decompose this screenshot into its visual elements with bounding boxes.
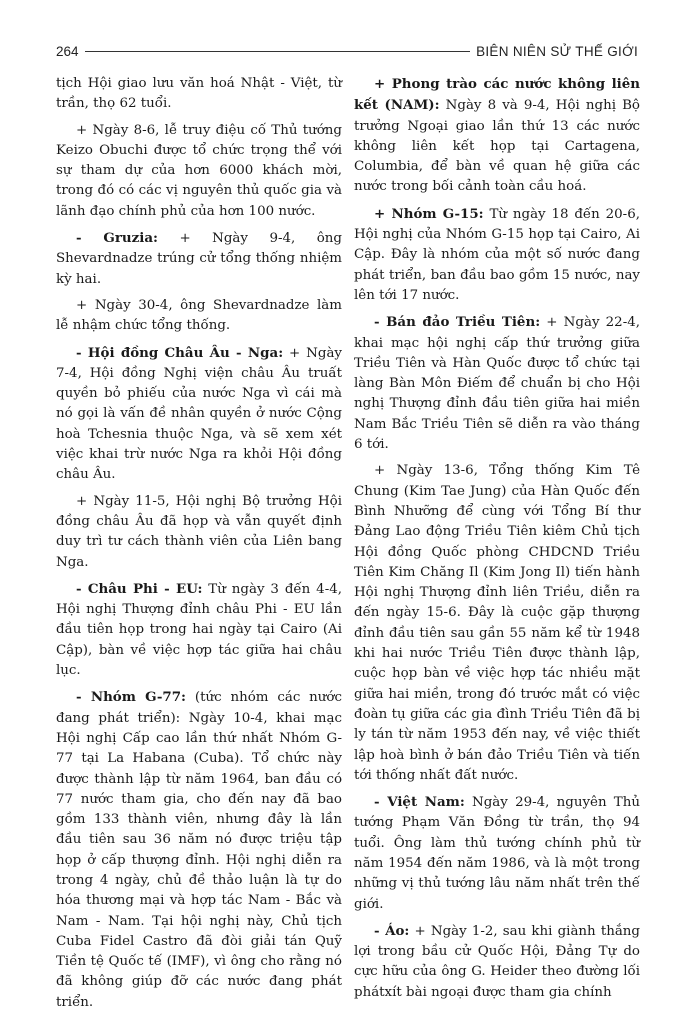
paragraph-text: (tức nhóm các nước đang phát triển): Ngày 10-4, khai mạc Hội nghị Cấp cao lần thứ nhất Nhóm G-77 tại La Habana (Cuba). Tổ chức này được thành lập từ năm 1964, ban đầu có 77 nước tham gia, cho đến nay đã bao gồm 133 thành viên, nhưng đây là lần đầu tiên sau 36 năm nó được triệu tập họp ở cấp thượng đỉnh. Hội nghị diễn ra trong 4 ngày, chủ đề thảo luận là tự do hóa thương mại và hợp tác Nam - Bắc và Nam - Nam. Tại hội nghị này, Chủ tịch Cuba Fidel Castro đã đòi giải tán Quỹ Tiền tệ Quốc tế (IMF), vì ông cho rằng nó đã không giúp đỡ các nước đang phát triển. bbox=[56, 690, 342, 1010]
paragraph bbox=[56, 228, 342, 290]
header-rule bbox=[85, 51, 471, 52]
paragraph bbox=[354, 204, 640, 306]
paragraph bbox=[56, 121, 342, 222]
paragraph-heading: - Nhóm G-77: bbox=[76, 689, 186, 706]
paragraph-text: + Ngày 30-4, ông Shevardnadze làm lễ nhậm chức tổng thống. bbox=[56, 297, 342, 334]
paragraph-text: Từ ngày 3 đến 4-4, Hội nghị Thượng đỉnh châu Phi - EU lần đầu tiên họp trong hai ngày tại Cairo (Ai Cập), bàn về việc hợp tác giữa hai châu lục. bbox=[56, 581, 343, 679]
paragraph-heading: - Hội đồng Châu Âu - Nga: bbox=[76, 344, 284, 361]
paragraph bbox=[56, 687, 342, 1013]
paragraph bbox=[354, 461, 640, 786]
paragraph-heading: - Gruzia: bbox=[76, 230, 158, 247]
paragraph bbox=[56, 343, 342, 486]
paragraph bbox=[56, 74, 342, 115]
right-column bbox=[354, 74, 640, 1019]
page-number: 264 bbox=[56, 43, 79, 59]
paragraph bbox=[354, 921, 640, 1003]
paragraph-text: + Ngày 8-6, lễ truy điệu cố Thủ tướng Keizo Obuchi được tổ chức trọng thể với sự tham dự của hơn 6000 khách mời, trong đó có các vị nguyên thủ quốc gia và lãnh đạo chính phủ của hơn 100 nước. bbox=[56, 122, 342, 219]
paragraph-text: + Ngày 11-5, Hội nghị Bộ trưởng Hội đồng châu Âu đã họp và vẫn quyết định duy trì tư cách thành viên của Liên bang Nga. bbox=[56, 493, 342, 570]
paragraph-text: Ngày 29-4, nguyên Thủ tướng Phạm Văn Đồng từ trần, thọ 94 tuổi. Ông làm thủ tướng chính phủ từ năm 1954 đến năm 1986, và là một trong những vị thủ tướng lâu năm nhất trên thế giới. bbox=[354, 795, 640, 912]
paragraph-text: + Ngày 22-4, khai mạc hội nghị cấp thứ trưởng giữa Triều Tiên và Hàn Quốc được tổ chức tại làng Bàn Môn Điếm để chuẩn bị cho Hội nghị Thượng đỉnh đầu tiên giữa hai miền Nam Bắc Triều Tiên sẽ diễn ra vào tháng 6 tới. bbox=[354, 315, 640, 453]
paragraph-text: + Ngày 7-4, Hội đồng Nghị viện châu Âu truất quyền bỏ phiếu của nước Nga vì cái mà nó gọi là vấn đề nhân quyền ở nước Cộng hoà Tchesnia thuộc Nga, và sẽ xem xét việc khai trừ nước Nga ra khỏi Hội đồng châu Âu. bbox=[56, 345, 342, 483]
paragraph bbox=[354, 792, 640, 915]
paragraph-text: + Ngày 9-4, ông Shevardnadze trúng cử tổng thống nhiệm kỳ hai. bbox=[56, 231, 342, 287]
paragraph bbox=[56, 296, 342, 337]
paragraph bbox=[56, 579, 342, 681]
paragraph-text: + Ngày 1-2, sau khi giành thắng lợi trong bầu cử Quốc Hội, Đảng Tự do cực hữu của ông G. Heider theo đường lối phátxít bài ngoại được tham gia chính bbox=[354, 923, 640, 1000]
running-title: BIÊN NIÊN SỬ THẾ GIỚI bbox=[476, 43, 638, 59]
left-column bbox=[56, 74, 342, 1019]
paragraph-heading: - Áo: bbox=[374, 922, 410, 939]
paragraph-heading: - Việt Nam: bbox=[374, 794, 465, 811]
paragraph-text: Ngày 8 và 9-4, Hội nghị Bộ trưởng Ngoại giao lần thứ 13 các nước không liên kết họp tại Cartagena, Columbia, để bàn về quan hệ giữa các nước trong bối cảnh toàn cầu hoá. bbox=[354, 98, 640, 195]
paragraph bbox=[56, 492, 342, 573]
running-header bbox=[56, 40, 638, 62]
paragraph-heading: - Bán đảo Triều Tiên: bbox=[374, 314, 541, 331]
text-columns bbox=[56, 74, 640, 1019]
paragraph bbox=[354, 74, 640, 198]
paragraph-text: Từ ngày 18 đến 20-6, Hội nghị của Nhóm G-15 họp tại Cairo, Ai Cập. Đây là nhóm của một số nước đang phát triển, ban đầu bao gồm 15 nước, nay lên tới 17 nước. bbox=[354, 206, 640, 303]
paragraph-text: + Ngày 13-6, Tổng thống Kim Tê Chung (Kim Tae Jung) của Hàn Quốc đến Bình Nhưỡng để cùng với Tổng Bí thư Đảng Lao động Triều Tiên kiêm Chủ tịch Hội đồng Quốc phòng CHDCND Triều Tiên Kim Chăng Il (Kim Jong Il) tiến hành Hội nghị Thượng đỉnh liên Triều, diễn ra đến ngày 15-6. Đây là cuộc gặp thượng đỉnh đầu tiên sau gần 55 năm kể từ 1948 khi hai nước Triều Tiên được thành lập, cuộc họp bàn về việc hợp tác nhiều mặt giữa hai miền, trong đó trước mắt có việc đoàn tụ giữa các gia đình Triều Tiên đã bị ly tán từ năm 1953 đến nay, về việc thiết lập hoà bình ở bán đảo Triều Tiên và tiến tới thống nhất đất nước. bbox=[354, 463, 640, 783]
paragraph-heading: - Châu Phi - EU: bbox=[76, 580, 203, 597]
paragraph bbox=[354, 312, 640, 455]
paragraph-heading: + Phong trào các nước không liên kết (NAM): bbox=[354, 76, 640, 114]
paragraph-text: tịch Hội giao lưu văn hoá Nhật - Việt, từ trần, thọ 62 tuổi. bbox=[56, 76, 342, 112]
paragraph-heading: + Nhóm G-15: bbox=[374, 205, 484, 222]
